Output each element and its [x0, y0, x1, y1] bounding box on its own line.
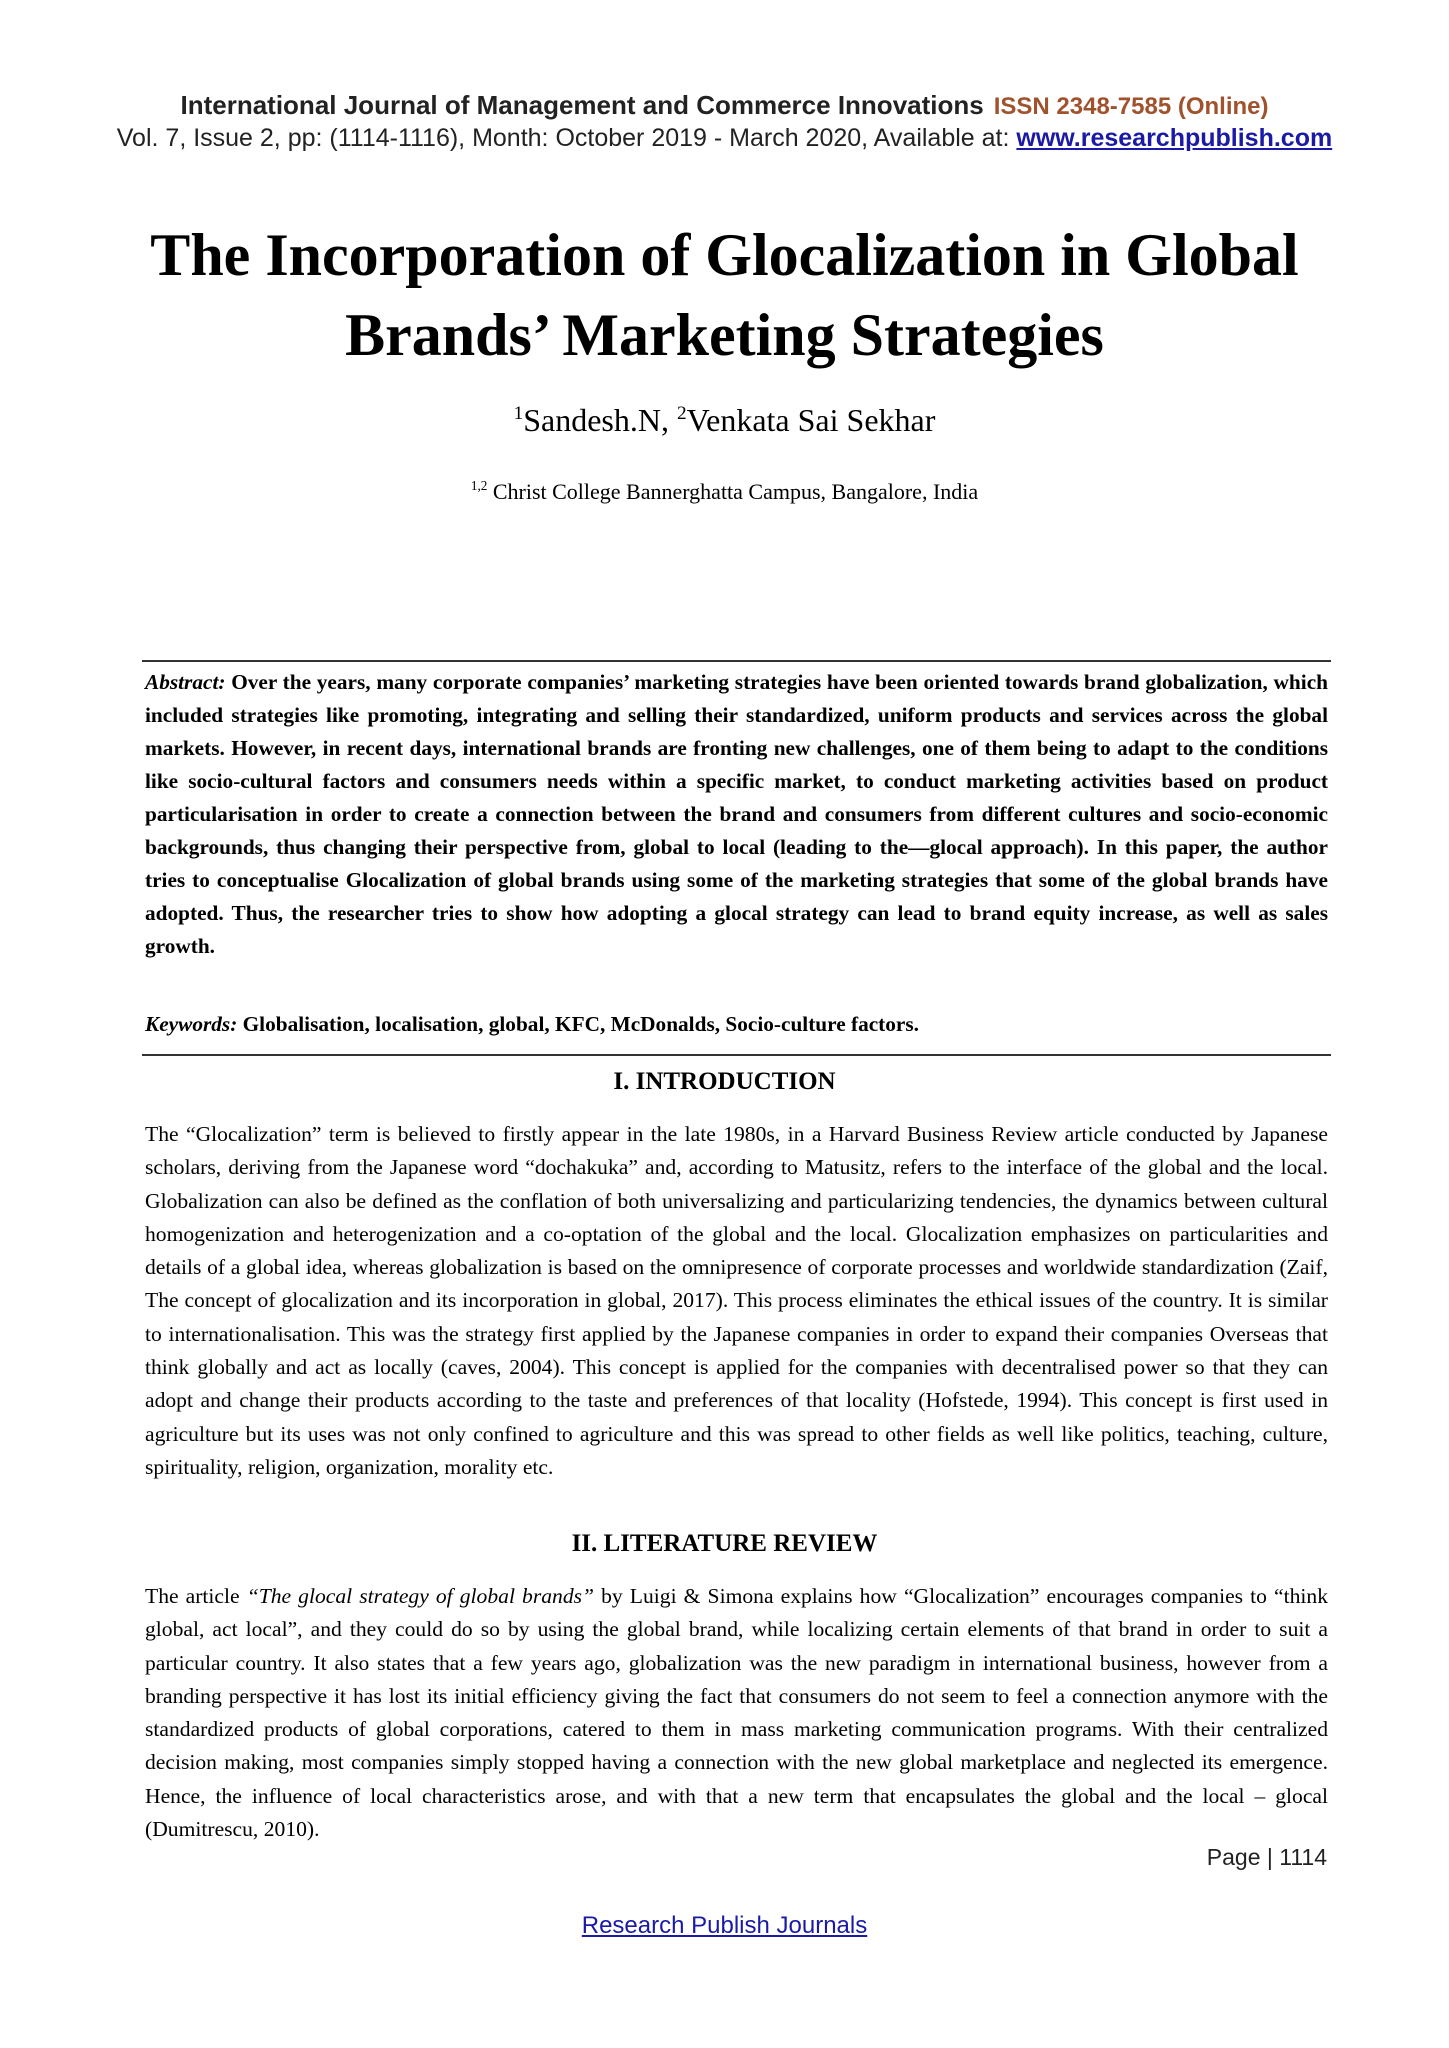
author-2-marker: 2 — [676, 402, 687, 424]
keywords-label: Keywords: — [145, 1012, 238, 1036]
title-line-2: Brands’ Marketing Strategies — [345, 302, 1104, 368]
footer — [0, 1912, 1449, 1940]
literature-lead: The article — [145, 1584, 247, 1608]
abstract-top-rule — [142, 660, 1331, 662]
affiliation-text: Christ College Bannerghatta Campus, Bangalore, India — [487, 478, 979, 504]
paper-title — [120, 215, 1329, 375]
introduction-paragraph: The “Glocalization” term is believed to firstly appear in the late 1980s, in a Harvard Business Review article conducted by Japanese scholars, deriving from the Japanese word “dochakuka” and, according to Matusitz, refers to the interface of the global and the local. Globalization can also be defined as the conflation of both universalizing and particularizing tendencies, the dynamics between cultural homogenization and heterogenization and a co-optation of the global and the local. Glocalization emphasizes on particularities and details of a global idea, whereas globalization is based on the omnipresence of corporate processes and worldwide standardization (Zaif, The concept of glocalization and its incorporation in global, 2017). This process eliminates the ethical issues of the country. It is similar to internationalisation. This was the strategy first applied by the Japanese companies in order to expand their companies Overseas that think globally and act as locally (caves, 2004). This concept is applied for the companies with decentralised power so that they can adopt and change their products according to the taste and preferences of that locality (Hofstede, 1994). This concept is first used in agriculture but its uses was not only confined to agriculture and this was spread to other fields as well like politics, teaching, culture, spirituality, religion, organization, morality etc. — [145, 1122, 1328, 1479]
keywords — [145, 1008, 1328, 1041]
section-heading-introduction: I. INTRODUCTION — [613, 1068, 836, 1095]
journal-name: International Journal of Management and Commerce Innovations — [180, 90, 984, 120]
journal-website-link[interactable]: www.researchpublish.com — [1016, 124, 1333, 152]
affiliation — [0, 478, 1449, 505]
abstract-label: Abstract: — [145, 670, 226, 694]
volume-info: Vol. 7, Issue 2, pp: (1114-1116), Month: October 2019 - March 2020, Available at: — [116, 124, 1017, 152]
journal-volume-line — [0, 124, 1449, 153]
section-heading-literature-review: II. LITERATURE REVIEW — [571, 1530, 878, 1557]
author-2-name: Venkata Sai Sekhar — [686, 402, 936, 438]
keywords-text: Globalisation, localisation, global, KFC, McDonalds, Socio-culture factors. — [237, 1012, 919, 1036]
journal-issn: ISSN 2348-7585 (Online) — [993, 93, 1269, 120]
literature-review-paragraph — [145, 1580, 1328, 1846]
author-1-marker: 1 — [513, 402, 524, 424]
abstract-text: Over the years, many corporate companies’ marketing strategies have been oriented towards brand globalization, which included strategies like promoting, integrating and selling their standardized, uniform products and services across the global markets. However, in recent days, international brands are fronting new challenges, one of them being to adapt to the conditions like socio-cultural factors and consumers needs within a specific market, to conduct marketing activities based on product particularisation in order to create a connection between the brand and consumers from different cultures and socio-economic backgrounds, thus changing their perspective from, global to local (leading to the—glocal approach). In this paper, the author tries to conceptualise Glocalization of global brands using some of the marketing strategies that some of the global brands have adopted. Thus, the researcher tries to show how adopting a glocal strategy can lead to brand equity increase, as well as sales growth. — [145, 670, 1328, 958]
literature-text: by Luigi & Simona explains how “Glocalization” encourages companies to “think global, act local”, and they could do so by using the global brand, while localizing certain elements of that brand in order to suit a particular country. It also states that a few years ago, globalization was the new paradigm in international business, however from a branding perspective it has lost its initial efficiency giving the fact that consumers do not seem to feel a connection anymore with the standardized products of global corporations, catered to them in mass marketing communication programs. With their centralized decision making, most companies simply stopped having a connection with the new global marketplace and neglected its emergence. Hence, the influence of local characteristics arose, and with that a new term that encapsulates the global and the local – glocal (Dumitrescu, 2010). — [145, 1584, 1328, 1842]
author-list — [0, 402, 1449, 439]
abstract-bottom-rule — [142, 1054, 1331, 1056]
abstract — [145, 666, 1328, 963]
page-number: Page | 1114 — [1206, 1844, 1327, 1870]
title-line-1: The Incorporation of Glocalization in Global — [150, 222, 1299, 288]
cited-article-title: “The glocal strategy of global brands” — [246, 1584, 595, 1608]
journal-header — [0, 90, 1449, 121]
publisher-link[interactable]: Research Publish Journals — [581, 1912, 868, 1939]
author-1-name: Sandesh.N, — [523, 402, 677, 438]
affiliation-marker: 1,2 — [470, 478, 488, 493]
